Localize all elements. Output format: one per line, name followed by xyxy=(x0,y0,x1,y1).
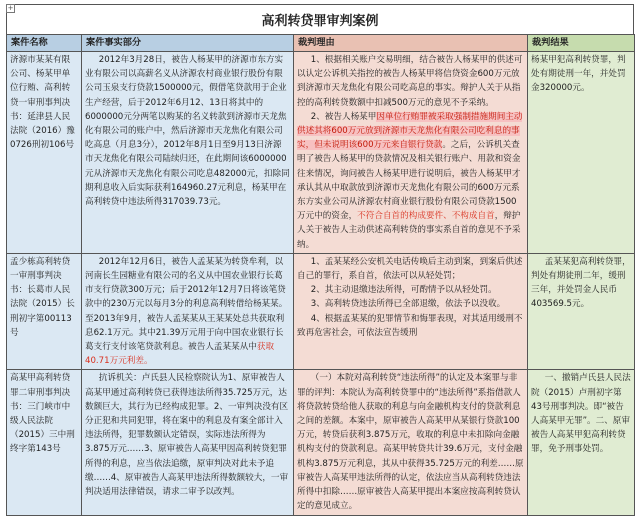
column-header-case-name: 案件名称 xyxy=(7,35,82,52)
case-name: 济源市某某有限公司、杨某甲单位行贿、高利转贷一审刑事判决书：延津县人民法院（2016）豫0726刑初106号 xyxy=(10,55,75,151)
result-text: 一、撤销卢氏县人民法院（2015）卢刑初字第43号刑事判决。即“被告人高某甲无罪”。二、原审被告人高某甲犯高利转贷罪，免予刑事处罚。 xyxy=(531,373,631,455)
reasoning-cell[interactable] xyxy=(294,370,528,515)
result-cell[interactable] xyxy=(528,52,635,254)
reasoning-point-4: 4、根据孟某某的犯罪情节和悔罪表现，对其适用缓刑不致再危害社会，可依法宣告缓刑 xyxy=(297,313,523,338)
case-name-cell[interactable] xyxy=(7,370,82,515)
document-page xyxy=(6,4,634,512)
document-title: 高利转贷罪审判案例 xyxy=(6,4,634,34)
result-cell[interactable] xyxy=(528,253,635,370)
reasoning-point-3: 3、高利转贷违法所得已全部退缴，依法予以没收。 xyxy=(310,299,506,310)
case-name-cell[interactable] xyxy=(7,253,82,370)
result-text: 杨某甲犯高利转贷罪，判处有期徒刑一年，并处罚金320000元。 xyxy=(531,55,626,94)
table-row xyxy=(7,370,635,515)
result-cell[interactable] xyxy=(528,370,635,515)
reasoning-point-2: 2、被告人杨某甲 xyxy=(310,111,377,122)
reasoning-cell[interactable] xyxy=(294,253,528,370)
facts-text: 2012年3月28日，被告人杨某甲的济源市东方实业有限公司以高薪名义从济源农村商业银行股份有限公司玉泉支行贷款1500000元，假借笔贷款用于企业生产经营，后于2012年6月12、13日将其中的6000000元分两笔以购某的名义转款到济源市天龙焦化有限公司的账户中，然后济源市天龙焦化有限公司吃高息（月息3分），2012年8月1日至9月13日济源市天龙焦化有限公司陆续归还，在此期间该6000000元从济源市天龙焦化有限公司吃息482000元，扣除同期利息收入后实际获利164960.27元利息，杨某甲在高利转贷中违法所得 xyxy=(85,55,290,208)
case-name: 高某甲高利转贷罪二审刑事判决书：三门峡市中级人民法院（2015）三中刑终字第143号 xyxy=(10,373,75,455)
table-header-row xyxy=(7,35,635,52)
facts-cell[interactable] xyxy=(82,370,294,515)
reasoning-conclusion: ，辩护人关于被告人主动供述高利转贷的事实系自首的意见不予采纳。 xyxy=(297,211,521,250)
case-table xyxy=(6,34,635,516)
facts-cell[interactable] xyxy=(82,52,294,254)
column-header-result: 裁判结果 xyxy=(528,35,635,52)
case-name: 孟少栋高利转贷一审刑事判决书：长葛市人民法院（2015）长刑初字第00113号 xyxy=(10,256,75,338)
reasoning-text: （一）本院对高利转贷“违法所得”的认定及本案罪与非罪的评判：本院认为高利转贷罪中的“违法所得”系指借款人将贷款转贷给他人获取的利息与向金融机构支付的贷款利息之间的差额。本案中，原审被告人高某甲从某银行贷款100万元，转贷后获利3.875万元，收取的利息中未扣除向金融机构支付的贷款利息。高某甲转贷共计39.6万元，支付金融机构3.875万元利息，其从中获得35.725万元的利差……原审被告人高某甲违法所得的认定，依法应当从高利转贷违法所得中扣除……原审被告人高某甲提出本案应按高利转贷认定的意见成立。 xyxy=(297,373,524,512)
facts-text: 2012年12月6日，被告人孟某某为转贷牟利，以河南长生园糖业有限公司的名义从中国农业银行长葛市支行贷款300万元；后于2012年12月7日将该笔贷款中的230万元以每月3分的利息高利转借给杨某某。至2013年9月，被告人孟某某从王某某处总共获取利息62.1万元。其中21.39万元用于向中国农业银行长葛支行支付该笔贷款利息。被告人孟某某从中 xyxy=(85,256,288,353)
reasoning-point-1: 1、孟某某经公安机关电话传唤后主动到案，到案后供述自己的罪行，系自首，依法可以从轻处罚； xyxy=(297,256,523,282)
reasoning-point-2: 2、其主动退缴违法所得，可酌情予以从轻处罚。 xyxy=(310,285,497,296)
reasoning-red-text: 不符合自首的构成要件、不构成自首 xyxy=(357,211,495,222)
case-name-cell[interactable] xyxy=(7,52,82,254)
table-move-handle-icon[interactable]: + xyxy=(7,4,14,12)
facts-text: 抗诉机关：卢氏县人民检察院认为1、原审被告人高某甲通过高利转贷已获得违法所得35.725万元，达数额巨大，其行为已经构成犯罪。2、一审判决没有区分正犯和共同犯罪，将在案中的利息及有案全部计入违法所得，犯罪数额认定错误，实际违法所得为3.875万元……3、原审被告人高某甲因高利转贷犯罪所得的利息，应当依法追缴，原审判决对此未予追缴……4、原审被告人高某甲违法所得数额较大，一审判决适用法律错误，请求二审予以改判。 xyxy=(85,373,289,498)
reasoning-point-1: 1、根据相关账户交易明细，结合被告人杨某甲的供述可以认定公诉机关指控的被告人杨某甲将信贷资金600万元放到济源市天龙焦化有限公司吃高息的事实。辩护人关于从指控的高利转贷数额中扣减500万元的意见不予采纳。 xyxy=(297,55,523,108)
facts-cell[interactable] xyxy=(82,253,294,370)
reasoning-highlight: 因单位行贿罪被采取强制措施期间主动供述其将600万元放到济源市天龙焦化有限公司吃利息的事实，但未说明该600万元来自银行贷款 xyxy=(297,111,523,151)
table-row xyxy=(7,253,635,370)
facts-text-end: 317039.73元。 xyxy=(162,197,227,208)
reasoning-continued: 。之后，公诉机关查明了被告人杨某甲的贷款情况及相关银行账户、用款和资金往来情况，询问被告人杨某甲进行说明后，被告人杨某甲才承认其从中取款放到济源市天龙焦化有限公司的600万元系东方实业公司从济源农村商业银行股份有限公司贷款1500万元中的资金， xyxy=(297,140,521,222)
column-header-facts: 案件事实部分 xyxy=(82,35,294,52)
facts-red-text: 获取40.71万元利差。 xyxy=(85,342,275,367)
table-row xyxy=(7,52,635,254)
result-text: 孟某某犯高利转贷罪，判处有期徒刑二年，缓刑三年，并处罚金人民币403569.5元。 xyxy=(531,256,631,310)
column-header-reasoning: 裁判理由 xyxy=(294,35,528,52)
reasoning-cell[interactable] xyxy=(294,52,528,254)
